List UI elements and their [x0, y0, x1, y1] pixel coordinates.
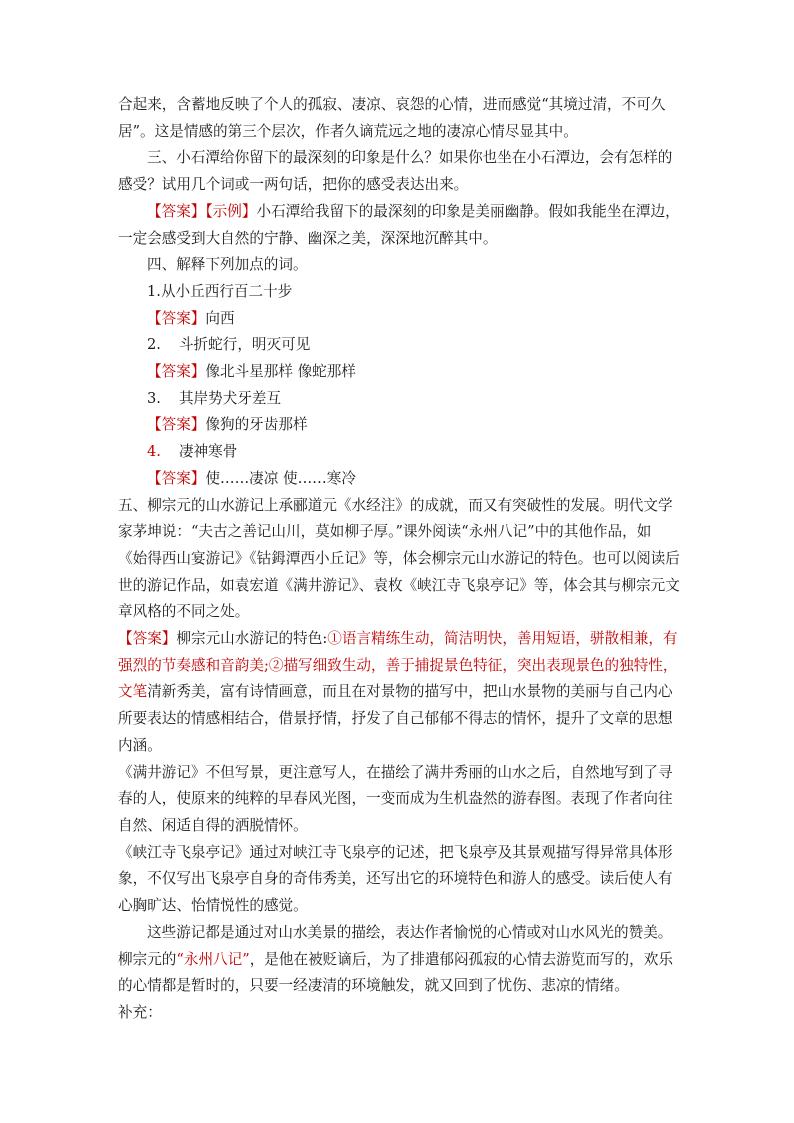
answer-5-summary — [118, 920, 680, 1000]
item-number: 1. — [147, 282, 161, 300]
answer-5-xiajiang: 《峡江寺飞泉亭记》通过对峡江寺飞泉亭的记述，把飞泉亭及其景观描写得异常具体形象，不仅写出飞泉亭自身的奇伟秀美，还写出它的环境特色和游人的感受。读后使人有心胸旷达、怡情悦性的感觉。 — [118, 843, 673, 915]
answer-label: 【答案】 — [147, 416, 206, 434]
item-answer: 像北斗星那样 像蛇那样 — [205, 363, 356, 381]
item-answer: 像狗的牙齿那样 — [205, 416, 308, 434]
answer-5-lead: 柳宗元山水游记的特色: — [176, 630, 328, 648]
item-1 — [118, 279, 680, 306]
answer-label: 【答案】 — [147, 309, 206, 327]
item-answer: 使……凄凉 使……寒冷 — [205, 469, 356, 487]
answer-3-text: 小石潭给我留下的最深刻的印象是美丽幽静。假如我能坐在潭边，一定会感受到大自然的宁静、幽深之美，深深地沉醉其中。 — [118, 202, 680, 247]
question-5: 五、柳宗元的山水游记上承郦道元《水经注》的成就，而又有突破性的发展。明代文学家茅坤说：“夫古之善记山川，莫如柳子厚。”课外阅读“永州八记”中的其他作品，如《始得西山宴游记》《钴鉧潭西小丘记》等，体会柳宗元山水游记的特色。也可以阅读后世的游记作品，如袁宏道《满井游记》、袁枚《峡江寺飞泉亭记》等，体会其与柳宗元文章风格的不同之处。 — [118, 496, 680, 621]
item-3-answer — [118, 412, 680, 439]
answer-5-rest: 清新秀美，富有诗情画意，而且在对景物的描写中，把山水景物的美丽与自己内心所要表达的情感相结合，借景抒情，抒发了自己郁郁不得志的情怀，提升了文章的思想内涵。 — [118, 683, 673, 754]
answer-5-features: ①语言精练生动，简洁明快，善用短语，骈散相兼，有强烈的节奏感和音韵美;②描写细致生动，善于捕捉景色特征，突出表现景色的独特性，文笔 — [118, 630, 678, 701]
supplement-label: 补充： — [118, 1003, 162, 1021]
item-2 — [118, 332, 680, 359]
item-text: 其岸势犬牙差互 — [178, 389, 282, 407]
answer-5-manjing: 《满井游记》不但写景，更注意写人，在描绘了满井秀丽的山水之后，自然地写到了寻春的人，使原来的纯粹的早春风光图，一变而成为生机盎然的游春图。表现了作者向往自然、闲适自得的洒脱情怀。 — [118, 763, 673, 834]
item-3 — [118, 386, 680, 413]
item-4-answer — [118, 466, 680, 493]
yongzhou-eight-records: “永州八记” — [176, 950, 250, 968]
item-4 — [118, 439, 680, 466]
item-text: 凄神寒骨 — [178, 443, 238, 461]
example-label: 【示例】 — [205, 202, 257, 220]
answer-label: 【答案】 — [118, 630, 177, 648]
question-4: 四、解释下列加点的词。 — [147, 256, 308, 274]
question-3: 三、小石潭给你留下的最深刻的印象是什么？如果你也坐在小石潭边，会有怎样的感受？试用几个词或一两句话，把你的感受表达出来。 — [118, 149, 673, 194]
answer-label: 【答案】 — [147, 469, 206, 487]
item-2-answer — [118, 359, 680, 386]
answer-label: 【答案】 — [147, 202, 206, 220]
summary-text-b: ，是他在被贬谪后，为了排遣郁闷孤寂的心情去游览而写的，欢乐的心情都是暂时的，只要一经凄清的环境触发，就又回到了忧伤、悲凉的情绪。 — [118, 950, 673, 995]
answer-5 — [118, 626, 680, 760]
item-number: 3. — [147, 389, 161, 407]
item-text: 斗折蛇行，明灭可见 — [178, 336, 311, 354]
summary-text-a: 这些游记都是通过对山水美景的描绘，表达作者愉悦的心情或对山水风光的赞美。柳宗元的 — [118, 923, 673, 968]
answer-3 — [118, 199, 680, 252]
paragraph-emotion-summary: 合起来，含蓄地反映了个人的孤寂、凄凉、哀怨的心情，进而感觉“其境过清，不可久居”。这是情感的第三个层次，作者久谪荒远之地的凄凉心情尽显其中。 — [118, 96, 666, 140]
item-number: 2. — [147, 336, 161, 354]
item-answer: 向西 — [205, 309, 235, 327]
answer-label: 【答案】 — [147, 363, 206, 381]
item-number: 4. — [147, 443, 161, 461]
document-body — [118, 92, 680, 1027]
item-text: 从小丘西行百二十步 — [160, 282, 293, 300]
item-1-answer — [118, 306, 680, 333]
